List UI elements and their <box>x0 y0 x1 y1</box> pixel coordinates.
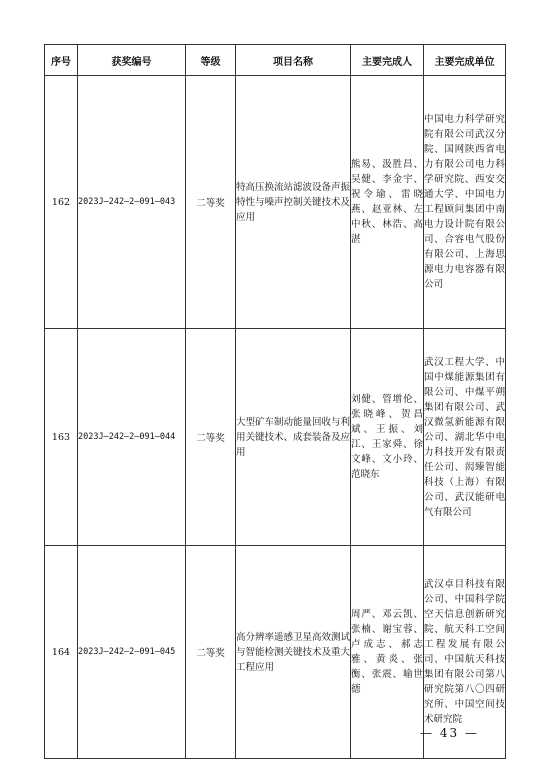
cell-project-name: 大型矿车制动能量回收与利用关键技术、成套装备及应用 <box>236 329 351 546</box>
cell-grade: 二等奖 <box>186 546 236 759</box>
cell-award-code: 2023J—242—2—091—045 <box>78 546 186 759</box>
header-grade: 等级 <box>186 45 236 76</box>
header-main-units: 主要完成单位 <box>424 45 506 76</box>
cell-grade: 二等奖 <box>186 329 236 546</box>
cell-project-name: 特高压换流站滤波设备声振特性与噪声控制关键技术及应用 <box>236 76 351 329</box>
header-main-people: 主要完成人 <box>351 45 424 76</box>
cell-seq: 164 <box>45 546 78 759</box>
cell-grade: 二等奖 <box>186 76 236 329</box>
cell-main-people: 周严、邓云凯、张楠、谢宝蓉、卢成志、郝志雅、黄炎、张衡、张震、喻世德 <box>351 546 424 759</box>
header-award-code: 获奖编号 <box>78 45 186 76</box>
cell-seq: 162 <box>45 76 78 329</box>
header-project-name: 项目名称 <box>236 45 351 76</box>
cell-main-people: 刘健、管增伦、张晓峰、贺昌斌、王振、刘江、王家舜、徐文峰、文小玲、范晓东 <box>351 329 424 546</box>
cell-project-name: 高分辨率遥感卫星高效测试与智能检测关键技术及重大工程应用 <box>236 546 351 759</box>
cell-main-people: 熊易、汲胜昌、吴健、李金宇、祝令瑜、雷晓燕、赵亚林、左中秋、林浩、高湛 <box>351 76 424 329</box>
cell-award-code: 2023J—242—2—091—044 <box>78 329 186 546</box>
page-number: — 43 — <box>420 726 479 740</box>
cell-main-units: 武汉工程大学、中国中煤能源集团有限公司、中煤平朔集团有限公司、武汉微氢新能源有限公司、湖北华中电力科技开发有限责任公司、闳臻智能科技（上海）有限公司、武汉能研电气有限公司 <box>424 329 506 546</box>
table-header-row <box>45 45 506 76</box>
cell-main-units: 武汉卓目科技有限公司、中国科学院空天信息创新研究院、航天科工空间工程发展有限公司、中国航天科技集团有限公司第八研究院第八〇四研究所、中国空间技术研究院 <box>424 546 506 759</box>
table-row <box>45 329 506 546</box>
cell-award-code: 2023J—242—2—091—043 <box>78 76 186 329</box>
header-seq: 序号 <box>45 45 78 76</box>
table-row <box>45 76 506 329</box>
cell-main-units: 中国电力科学研究院有限公司武汉分院、国网陕西省电力有限公司电力科学研究院、西安交通大学、中国电力工程顾问集团中南电力设计院有限公司、合容电气股份有限公司、上海思源电力电容器有限公司 <box>424 76 506 329</box>
awards-table <box>44 44 506 759</box>
cell-seq: 163 <box>45 329 78 546</box>
